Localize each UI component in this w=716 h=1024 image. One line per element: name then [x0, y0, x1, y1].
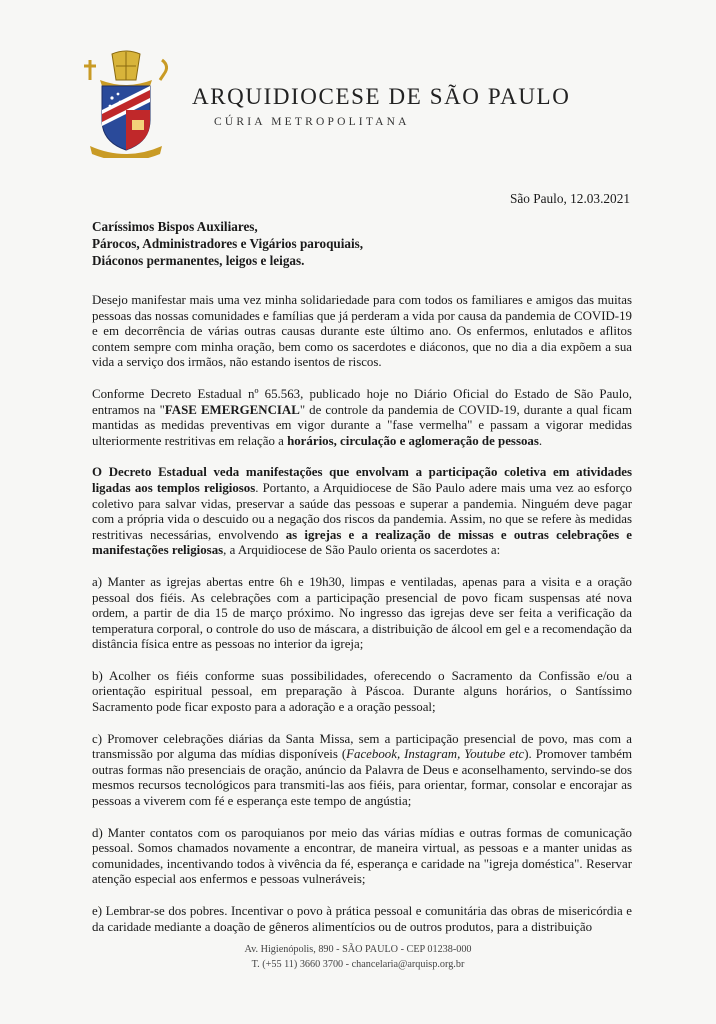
paragraph-restrictions: O Decreto Estadual veda manifestações que envolvam a participação coletiva em atividades ligadas aos templos religiosos. Portanto, a Arquidiocese de São Paulo adere mais uma vez ao esforço coletivo para salvar vidas, preservar a saúde das pessoas e superar a pandemia. Ninguém deve pagar com a própria vida o descuido ou a negação dos riscos da pandemia. Assim, no que se refere às medidas restritivas necessárias, envolvendo as igrejas e a realização de missas e outras celebrações e manifestações religiosas, a Arquidiocese de São Paulo orienta os sacerdotes a:: [92, 465, 633, 558]
letter-body: [92, 293, 632, 951]
addressee-line: Párocos, Administradores e Vigários paroquiais,: [92, 236, 364, 251]
paragraph-item-d: d) Manter contatos com os paroquianos por meio das várias mídias e outras formas de comunicação pessoal. Somos chamados novamente a encontrar, de maneira virtual, as pessoas e a manter unidas as comunidades, incentivando todos à vivência da fé, esperança e caridade na "igreja doméstica". Reservar atenção especial aos enfermos e pessoas vulneráveis;: [92, 825, 632, 887]
organization-subtitle: CÚRIA METROPOLITANA: [214, 116, 410, 128]
organization-name: ARQUIDIOCESE DE SÃO PAULO: [192, 84, 571, 109]
letter-date: São Paulo, 12.03.2021: [509, 191, 630, 206]
addressees: [92, 218, 632, 269]
addressee-line: Caríssimos Bispos Auxiliares,: [92, 219, 258, 234]
addressee-line: Diáconos permanentes, leigos e leigas.: [92, 253, 305, 268]
paragraph-item-a: a) Manter as igrejas abertas entre 6h e 19h30, limpas e ventiladas, apenas para a visita e a oração pessoal dos fiéis. As celebrações com a participação presencial de povo ficam suspensas até nova ordem, a partir de dia 15 de março próximo. No ingresso das igrejas deve ser feita a verificação da temperatura corporal, o controle do uso de máscara, a distribuição de álcool em gel e a recomendação da distância física entre as pessoas no interior da igreja;: [92, 574, 632, 652]
paragraph-item-b: b) Acolher os fiéis conforme suas possibilidades, oferecendo o Sacramento da Confissão e/ou a orientação espiritual pessoal, em preparação à Páscoa. Durante alguns horários, o Santíssimo Sacramento pode ficar exposto para a adoração e a oração pessoal;: [92, 668, 632, 715]
letterhead: [80, 50, 640, 160]
paragraph-solidarity: Desejo manifestar mais uma vez minha solidariedade para com todos os familiares e amigos das muitas pessoas das nossas comunidades e famílias que já perderam a vida por causa da pandemia de COVID-19 e em decorrência de várias outras causas durante este último ano. Os enfermos, enlutados e aflitos contem sempre com minha oração, bem como os sacerdotes e diáconos, que no dia a dia expõem a sua vida a serviço dos irmãos, não estando isentos de riscos.: [92, 293, 632, 370]
footer-contact: T. (+55 11) 3660 3700 - chancelaria@arquisp.org.br: [251, 959, 465, 970]
paragraph-item-e: e) Lembrar-se dos pobres. Incentivar o povo à prática pessoal e comunitária das obras de misericórdia e da caridade mediante a doação de gêneros alimentícios ou de outros produtos, para a distribuição: [92, 904, 632, 934]
paragraph-item-c: c) Promover celebrações diárias da Santa Missa, sem a participação presencial de povo, mas com a transmissão por alguma das mídias disponíveis (Facebook, Instagram, Youtube etc). Promover também outras formas não presenciais de oração, anúncio da Palavra de Deus e aconselhamento, servindo-se dos mesmos recursos tecnológicos para transmiti-las aos fiéis, para orientar, formar, consolar e encorajar as pessoas a viverem com fé e esperança este tempo de angústia;: [92, 731, 632, 809]
paragraph-decree: Conforme Decreto Estadual nº 65.563, publicado hoje no Diário Oficial do Estado de São Paulo, entramos na "FASE EMERGENCIAL" de controle da pandemia de COVID-19, durante a qual ficam mantidas as medidas preventivas em vigor durante a "fase vermelha" e passam a vigorar medidas ulteriormente restritivas em relação a horários, circulação e aglomeração de pessoas.: [92, 386, 632, 448]
footer-address: Av. Higienópolis, 890 - SÃO PAULO - CEP 01238-000: [244, 944, 472, 955]
letterhead-footer: [0, 942, 716, 972]
archdiocese-coat-of-arms-icon: [80, 50, 172, 158]
